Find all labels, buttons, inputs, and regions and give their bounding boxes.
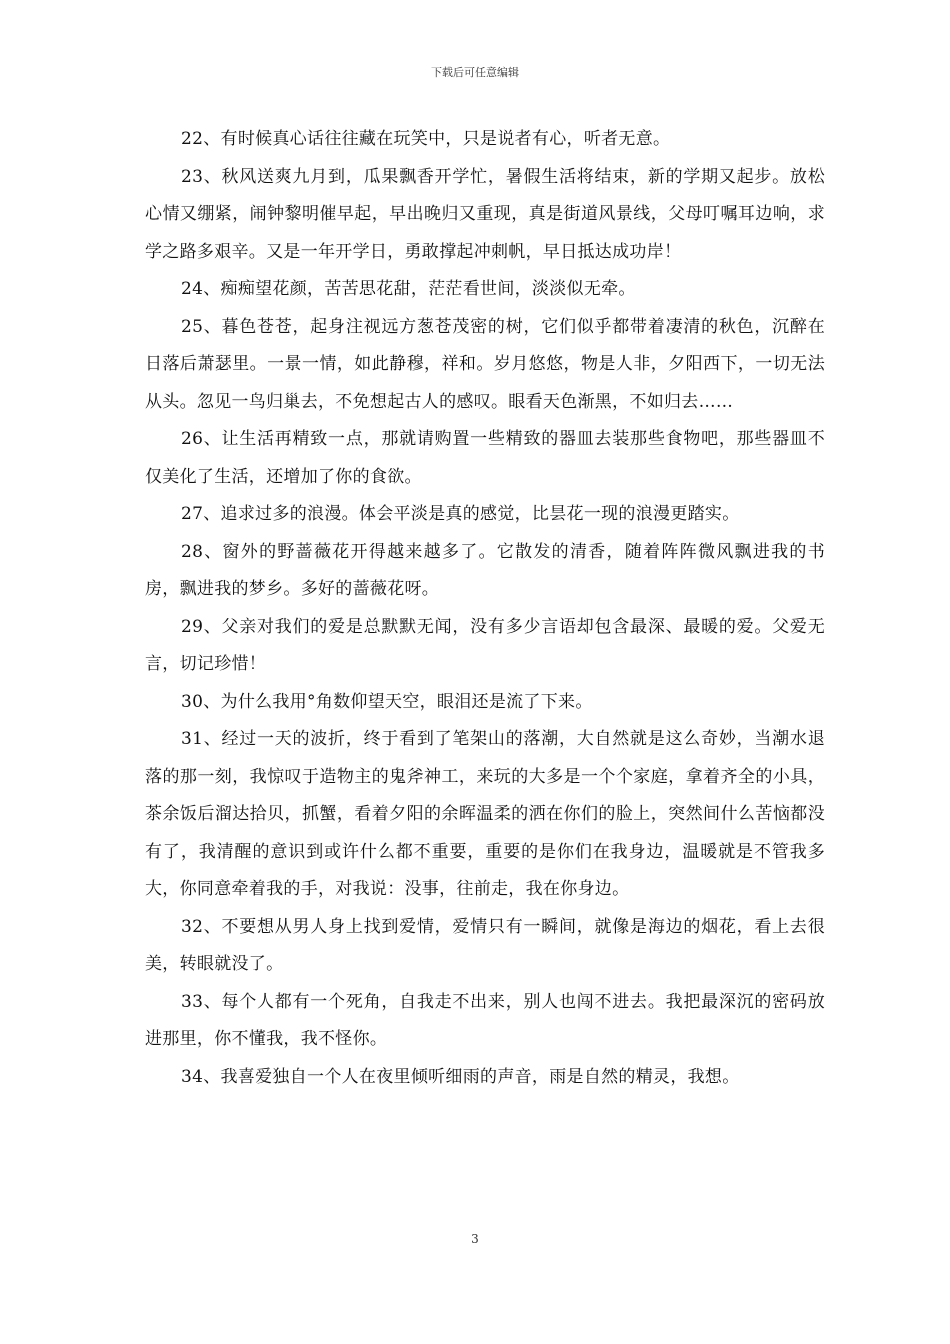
paragraph-34: 34、我喜爱独自一个人在夜里倾听细雨的声音，雨是自然的精灵，我想。 xyxy=(181,1066,740,1087)
paragraph-27: 27、追求过多的浪漫。体会平淡是真的感觉，比昙花一现的浪漫更踏实。 xyxy=(181,504,740,524)
paragraph-26: 26、让生活再精致一点，那就请购置一些精致的器皿去装那些食物吧，那些器皿不仅美化了生活，还增加了你的食欲。 xyxy=(145,429,825,487)
paragraph-31: 31、经过一天的波折，终于看到了笔架山的落潮，大自然就是这么奇妙，当潮水退落的那一刻，我惊叹于造物主的鬼斧神工，来玩的大多是一个个家庭，拿着齐全的小具，茶余饭后溜达拾贝，抓蟹，看着夕阳的余晖温柔的洒在你们的脸上，突然间什么苦恼都没有了，我清醒的意识到或许什么都不重要，重要的是你们在我身边，温暖就是不管我多大，你同意牵着我的手，对我说：没事，往前走，我在你身边。 xyxy=(145,729,825,899)
paragraph-24: 24、痴痴望花颜，苦苦思花甜，茫茫看世间，淡淡似无牵。 xyxy=(181,279,636,299)
page-number: 3 xyxy=(471,1232,479,1246)
paragraph-25: 25、暮色苍苍，起身注视远方葱苍茂密的树，它们似乎都带着凄清的秋色，沉醉在日落后萧瑟里。一景一情，如此静穆，祥和。岁月悠悠，物是人非，夕阳西下，一切无法从头。忽见一鸟归巢去，不免想起古人的感叹。眼看天色渐黑，不如归去…… xyxy=(145,316,825,412)
page-header: 下载后可任意编辑 xyxy=(431,66,519,79)
paragraph-30: 30、为什么我用°角数仰望天空，眼泪还是流了下来。 xyxy=(181,691,593,712)
paragraph-28: 28、窗外的野蔷薇花开得越来越多了。它散发的清香，随着阵阵微风飘进我的书房，飘进我的梦乡。多好的蔷薇花呀。 xyxy=(145,541,825,599)
document-body xyxy=(145,121,825,1096)
paragraph-22: 22、有时候真心话往往藏在玩笑中，只是说者有心，听者无意。 xyxy=(181,129,671,149)
paragraph-23: 23、秋风送爽九月到，瓜果飘香开学忙，暑假生活将结束，新的学期又起步。放松心情又绷紧，闹钟黎明催早起，早出晚归又重现，真是街道风景线，父母叮嘱耳边响，求学之路多艰辛。又是一年开学日，勇敢撑起冲刺帆，早日抵达成功岸！ xyxy=(145,166,825,262)
paragraph-33: 33、每个人都有一个死角，自我走不出来，别人也闯不进去。我把最深沉的密码放进那里，你不懂我，我不怪你。 xyxy=(145,991,825,1049)
paragraph-29: 29、父亲对我们的爱是总默默无闻，没有多少言语却包含最深、最暖的爱。父爱无言，切记珍惜！ xyxy=(145,616,825,674)
paragraph-32: 32、不要想从男人身上找到爱情，爱情只有一瞬间，就像是海边的烟花，看上去很美，转眼就没了。 xyxy=(145,916,825,974)
